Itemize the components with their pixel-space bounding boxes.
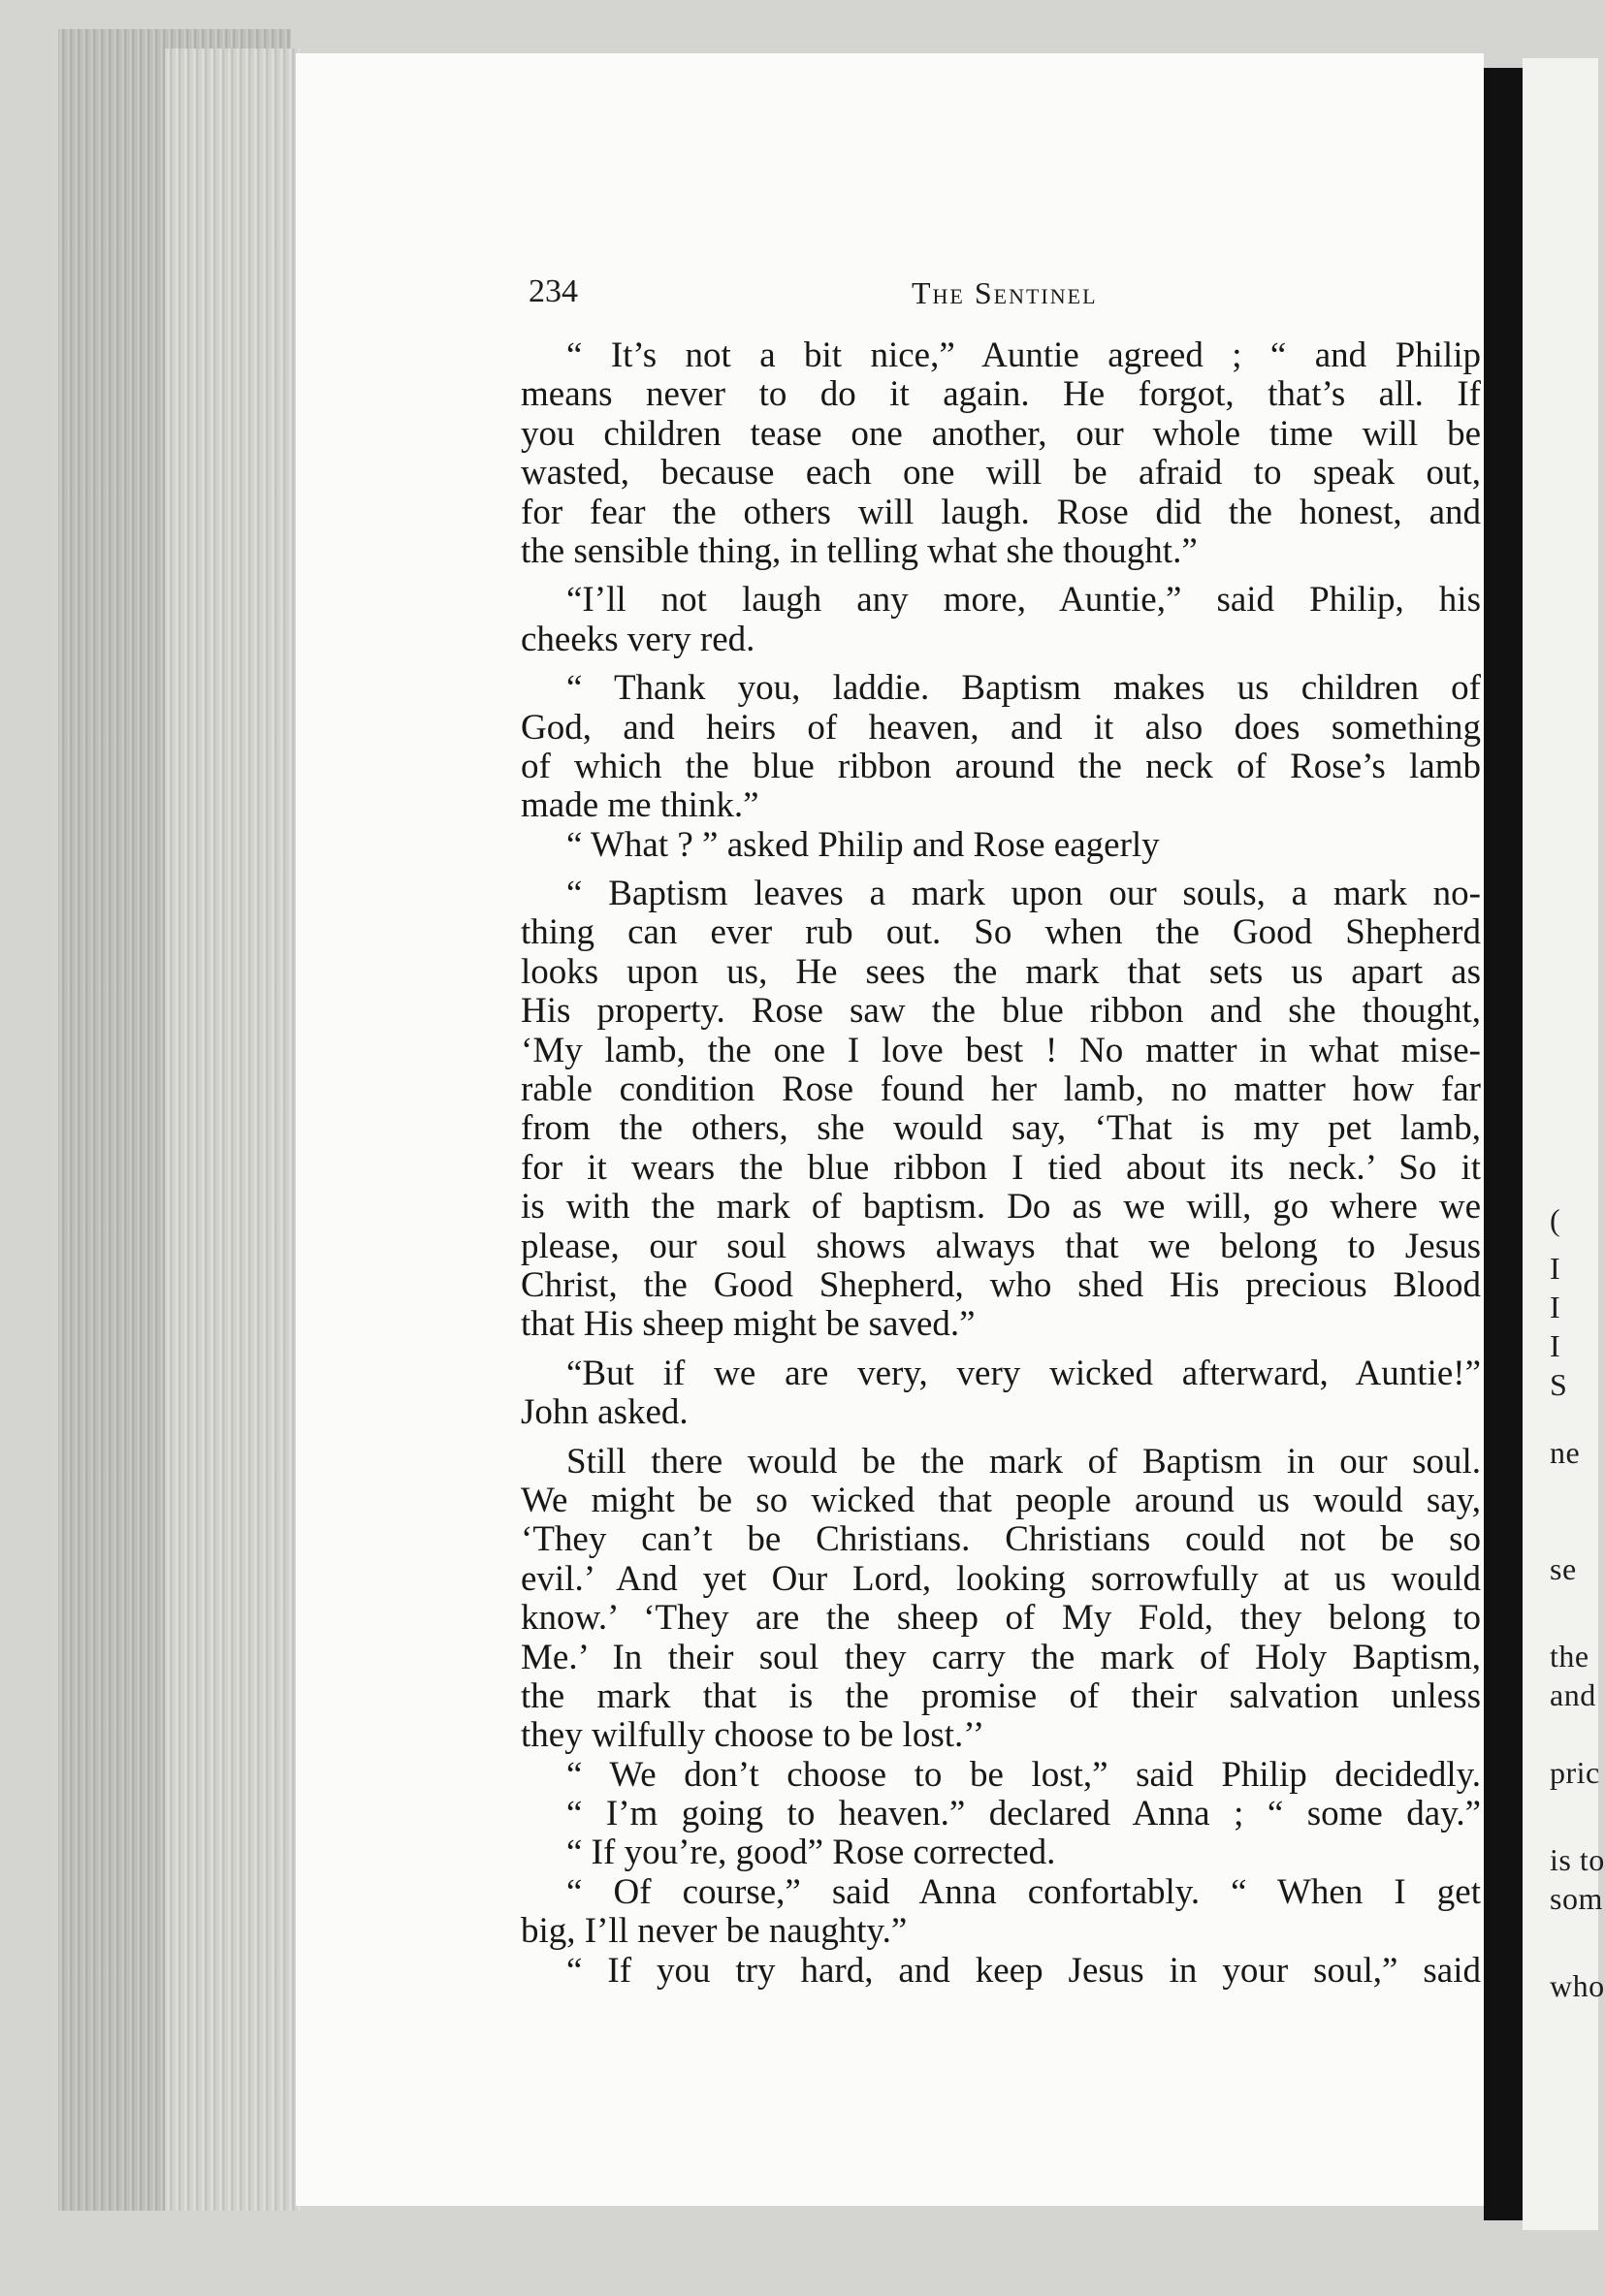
facing-page-text: and [1550,1677,1596,1712]
text-line: We might be so wicked that people around us would say, [521,1480,1481,1520]
text-line: from the others, she would say, ‘That is my pet lamb, [521,1108,1481,1149]
text-line: the mark that is the promise of their salvation unless [521,1675,1481,1716]
text-line: “But if we are very, very wicked afterward, Auntie!” [566,1353,1481,1393]
text-line: “ I’m going to heaven.” declared Anna ; “ some day.” [566,1794,1481,1834]
facing-page-text: pric [1550,1755,1600,1790]
text-line: God, and heirs of heaven, and it also does something [521,707,1481,748]
text-line: big, I’ll never be naughty.” [521,1911,908,1952]
facing-page-text: I [1550,1251,1561,1286]
facing-page-text: I [1550,1290,1561,1324]
facing-page-text: is to [1550,1842,1605,1877]
facing-page-fragment [1523,58,1605,2230]
text-line: “ If you try hard, and keep Jesus in your soul,” said [566,1950,1481,1991]
text-line: cheeks very red. [521,619,755,659]
text-line: that His sheep might be saved.” [521,1304,976,1345]
text-line: know.’ ‘They are the sheep of My Fold, they belong to [521,1598,1481,1639]
text-line: the sensible thing, in telling what she thought.” [521,530,1198,571]
text-line: please, our soul shows always that we belong to Jesus [521,1226,1481,1266]
text-line: Me.’ In their soul they carry the mark of Holy Baptism, [521,1637,1481,1677]
text-line: Christ, the Good Shepherd, who shed His precious Blood [521,1264,1481,1305]
book-gutter [1484,68,1523,2220]
text-line: they wilfully choose to be lost.’’ [521,1715,985,1756]
text-line: for it wears the blue ribbon I tied about its neck.’ So it [521,1147,1481,1188]
text-line: looks upon us, He sees the mark that sets us apart as [521,951,1481,992]
page-number: 234 [529,273,578,309]
facing-page-text: ( [1550,1202,1561,1237]
facing-page-text: S [1550,1367,1568,1402]
facing-page-text: the [1550,1639,1589,1674]
text-line: His property. Rose saw the blue ribbon and she thought, [521,991,1481,1032]
text-line: for fear the others will laugh. Rose did the honest, and [521,492,1481,532]
text-line: “ Thank you, laddie. Baptism makes us children of [566,668,1481,709]
facing-page-text: som [1550,1881,1603,1916]
text-line: “ It’s not a bit nice,” Auntie agreed ; “ and Philip [566,335,1481,375]
text-line: “ Baptism leaves a mark upon our souls, a mark no- [566,874,1481,914]
text-line: made me think.” [521,785,759,826]
text-line: rable condition Rose found her lamb, no matter how far [521,1069,1481,1110]
running-title: The Sentinel [912,275,1098,310]
text-line: “ If you’re, good” Rose corrected. [566,1833,1056,1873]
text-line: John asked. [521,1392,689,1433]
facing-page-text: who [1550,1968,1605,2003]
facing-page-text: I [1550,1328,1561,1363]
running-head [529,273,1246,322]
text-line: wasted, because each one will be afraid to speak out, [521,453,1481,494]
text-line: ‘My lamb, the one I love best ! No matter in what mise- [521,1030,1481,1070]
page-edges-inner [165,48,301,2211]
text-line: “ What ? ” asked Philip and Rose eagerly [566,824,1160,865]
text-line: is with the mark of baptism. Do as we will, go where we [521,1187,1481,1228]
facing-page-text: ne [1550,1435,1581,1470]
text-line: of which the blue ribbon around the neck of Rose’s lamb [521,746,1481,786]
text-line: means never to do it again. He forgot, that’s all. If [521,374,1481,415]
facing-page-text: se [1550,1551,1577,1586]
text-line: “ Of course,” said Anna confortably. “ When I get [566,1871,1481,1912]
text-line: you children tease one another, our whole time will be [521,413,1481,454]
text-line: “ We don’t choose to be lost,” said Philip decidedly. [566,1754,1481,1795]
text-line: thing can ever rub out. So when the Good Shepherd [521,912,1481,953]
text-line: evil.’ And yet Our Lord, looking sorrowfully at us would [521,1558,1481,1599]
text-line: “I’ll not laugh any more, Auntie,” said Philip, his [566,580,1481,621]
text-line: ‘They can’t be Christians. Christians could not be so [521,1519,1481,1560]
text-line: Still there would be the mark of Baptism in our soul. [566,1441,1481,1482]
body-text [521,336,1481,1991]
